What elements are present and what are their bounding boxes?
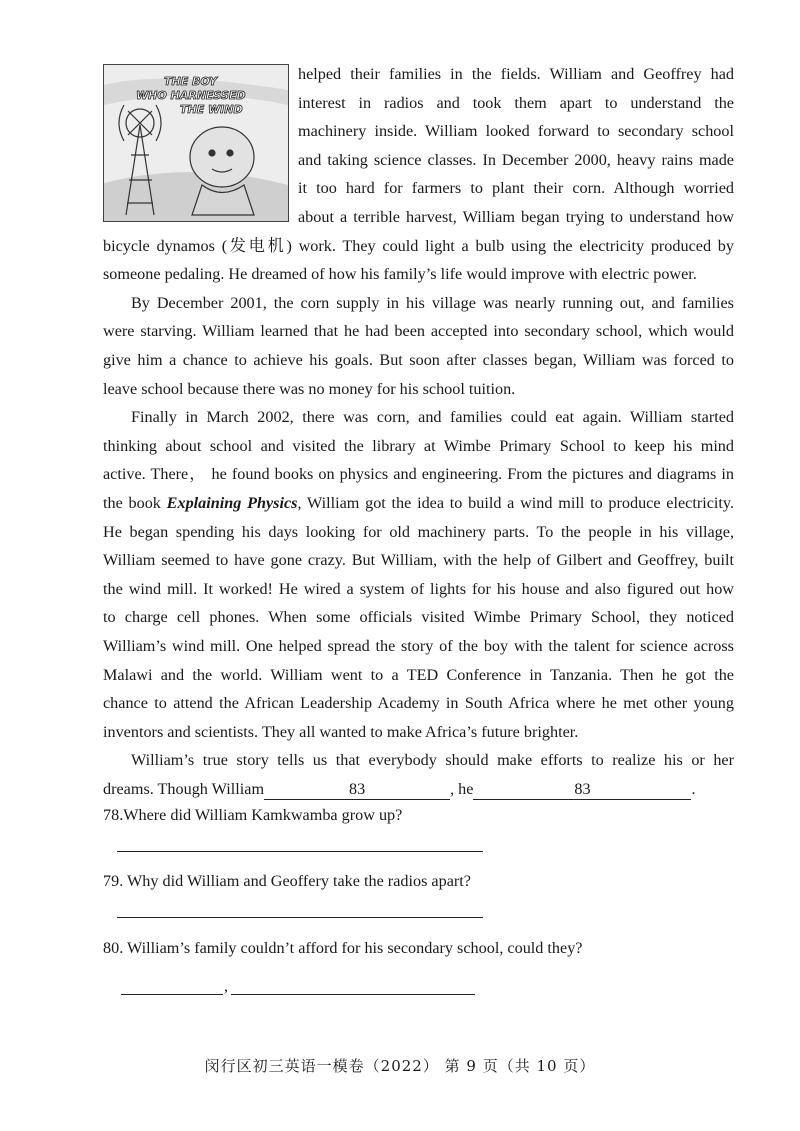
p1-line-1: helped their families in the fields. William and Geoffrey had [298,65,734,83]
p4-mid: , he [450,780,474,798]
p3-line-4-pre: the book [103,494,167,512]
p1-line-3: machinery inside. William looked forward to secondary school [298,122,734,141]
book-title: Explaining Physics [166,494,298,512]
p1-line-2: interest in radios and took them apart to understand the [298,93,734,112]
p3-line-2: thinking about school and visited the library at Wimbe Primary School to keep his mind [103,436,734,455]
p3-line-7: the wind mill. It worked! He wired a system of lights for his house and also figured out how [103,579,734,598]
question-78: 78.Where did William Kamkwamba grow up? [103,806,403,824]
p1-line-8: someone pedaling. He dreamed of how his family’s life would improve with electric power. [103,265,697,284]
blank-83-first[interactable]: 83 [264,779,450,800]
answer-line-79[interactable] [117,917,483,918]
cover-title-line-2: WHO HARNESSED [136,89,246,102]
p2-line-3: give him a chance to achieve his goals. But soon after classes began, William was forced to [103,351,734,369]
page-footer: 闵行区初三英语一模卷（2022） 第 9 页（共 10 页） [204,1057,596,1075]
p2-line-2: were starving. William learned that he had been accepted into secondary school, which would [103,322,734,341]
p1-line-4: and taking science classes. In December 2000, heavy rains made [298,150,734,169]
p2-line-4: leave school because there was no money for his school tuition. [103,379,516,398]
answer-line-78[interactable] [117,851,483,852]
p1-line-7: bicycle dynamos (发电机) work. They could light a bulb using the electricity produced by [103,236,734,255]
p2-line-1: By December 2001, the corn supply in his village was nearly running out, and families [131,293,734,312]
p3-line-3: active. There， he found books on physics and engineering. From the pictures and diagrams in [103,465,734,484]
p3-line-8: to charge cell phones. When some officials visited Wimbe Primary School, they noticed [103,608,734,627]
p3-line-5: He began spending his days looking for old machinery parts. To the people in his village, [103,522,734,541]
p3-line-6: William seemed to have gone crazy. But William, with the help of Gilbert and Geoffrey, built [103,551,734,570]
p4-line-1: William’s true story tells us that everybody should make efforts to realize his or her [131,751,734,770]
p3-line-12: inventors and scientists. They all wanted to make Africa’s future brighter. [103,722,579,741]
cover-title-line-3: THE WIND [180,103,243,116]
question-80: 80. William’s family couldn’t afford for his secondary school, could they? [103,939,583,957]
p4-line-2 [103,775,695,804]
book-cover-illustration [104,65,288,221]
book-cover-image [103,64,289,222]
answer-line-80-a[interactable] [121,994,223,995]
answer-separator: , [224,978,228,995]
p3-line-9: William’s wind mill. One helped spread the story of the boy with the talent for science across [103,637,734,655]
blank-83-second[interactable]: 83 [473,779,691,800]
p1-line-6: about a terrible harvest, William began trying to understand how [298,208,734,226]
p3-line-11: chance to attend the African Leadership Academy in South Africa where he met other young [103,694,734,713]
p3-line-4 [103,489,734,518]
question-79: 79. Why did William and Geoffery take the radios apart? [103,872,471,890]
answer-line-80-b[interactable] [231,994,475,995]
p4-pre: dreams. Though William [103,780,265,798]
p3-line-1: Finally in March 2002, there was corn, and families could eat again. William started [131,408,734,427]
cover-title-line-1: THE BOY [164,75,217,88]
p1-line-5: it too hard for farmers to plant their corn. Although worried [298,179,734,198]
p3-line-4-post: , William got the idea to build a wind mill to produce electricity. [297,494,735,512]
p3-line-10: Malawi and the world. William went to a TED Conference in Tanzania. Then he got the [103,665,734,684]
p4-end: . [691,780,696,798]
